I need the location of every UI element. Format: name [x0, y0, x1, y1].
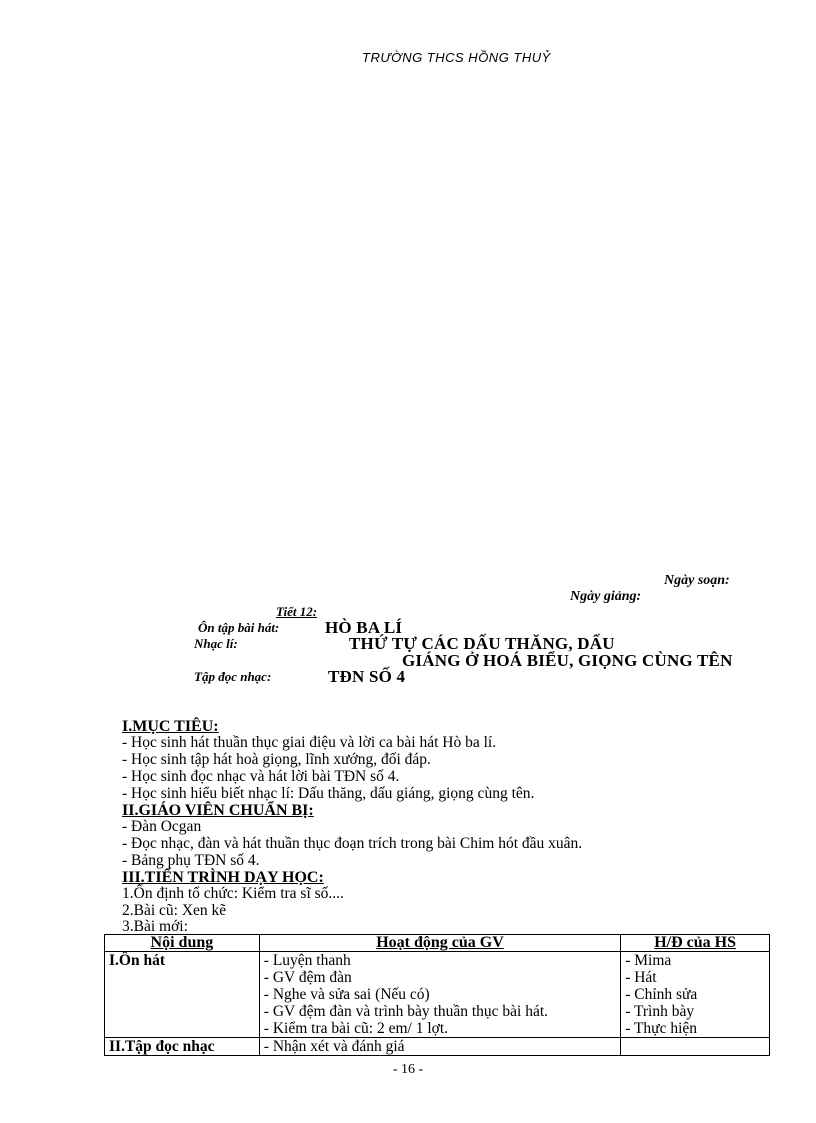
- page-number: - 16 -: [392, 1062, 424, 1077]
- student-activity-cell: [621, 952, 770, 1038]
- objective-item: - Học sinh tập hát hoà giọng, lĩnh xướng, đối đáp.: [122, 751, 431, 768]
- row-content-cell: [105, 952, 260, 1038]
- date-prepared-label: Ngày soạn:: [664, 573, 730, 588]
- period-label: Tiết 12:: [276, 604, 318, 619]
- teacher-activity-cell: [259, 952, 620, 1038]
- theory-title-line1: THỨ TỰ CÁC DẤU THĂNG, DẤU: [349, 634, 615, 653]
- theory-label: Nhạc lí:: [194, 636, 238, 651]
- column-header: Nội dung: [105, 935, 260, 952]
- table-row: [105, 952, 770, 1038]
- process-item: 2.Bài cũ: Xen kẽ: [122, 902, 227, 919]
- row-content-label: I.Ôn hát: [109, 952, 165, 969]
- preparation-item: - Bảng phụ TĐN số 4.: [122, 852, 260, 869]
- teacher-activity-item: - Nghe và sửa sai (Nếu có): [263, 986, 430, 1003]
- teacher-activity-item: - Luyện thanh: [263, 952, 351, 969]
- column-header: Hoạt động của GV: [259, 935, 620, 952]
- preparation-item: - Đàn Ocgan: [122, 818, 202, 835]
- student-activity-item: - Trình bày: [625, 1003, 695, 1020]
- objective-item: - Học sinh hiểu biết nhạc lí: Dấu thăng, dấu giáng, giọng cùng tên.: [122, 785, 535, 802]
- column-header: H/Đ của HS: [621, 935, 770, 952]
- student-activity-item: - Hát: [625, 969, 657, 986]
- theory-title-line2: GIÁNG Ở HOÁ BIỂU, GIỌNG CÙNG TÊN: [402, 651, 733, 670]
- preparation-item: - Đọc nhạc, đàn và hát thuần thục đoạn trích trong bài Chim hót đầu xuân.: [122, 835, 583, 852]
- school-header: TRƯỜNG THCS HỒNG THUỶ: [362, 50, 551, 65]
- objectives-title: I.MỤC TIÊU:: [122, 718, 219, 735]
- objective-item: - Học sinh hát thuần thục giai điệu và lời ca bài hát Hò ba lí.: [122, 734, 497, 751]
- review-label: Ôn tập bài hát:: [198, 620, 280, 635]
- student-activity-item: - Thực hiện: [625, 1020, 698, 1037]
- reading-label: Tập đọc nhạc:: [194, 669, 272, 684]
- process-item: 1.Ổn định tổ chức: Kiểm tra sĩ số....: [122, 885, 344, 902]
- teacher-activity-item: - Nhận xét và đánh giá: [263, 1038, 405, 1055]
- student-activity-item: - Chỉnh sửa: [625, 986, 698, 1003]
- objective-item: - Học sinh đọc nhạc và hát lời bài TĐN số 4.: [122, 768, 400, 785]
- teacher-activity-item: - GV đệm đàn: [263, 969, 352, 986]
- table-header-row: [105, 935, 770, 952]
- teacher-activity-item: - GV đệm đàn và trình bày thuần thục bài hát.: [263, 1003, 549, 1020]
- table-row: [105, 1038, 770, 1056]
- review-song-title: HÒ BA LÍ: [325, 618, 403, 637]
- row-content-label: II.Tập đọc nhạc: [109, 1038, 215, 1055]
- date-taught-label: Ngày giảng:: [570, 589, 642, 604]
- student-activity-item: - Mima: [625, 952, 672, 969]
- student-activity-cell: [621, 1038, 770, 1056]
- preparation-title: II.GIÁO VIÊN CHUẨN BỊ:: [122, 802, 314, 819]
- process-item: 3.Bài mới:: [122, 918, 188, 935]
- process-title: III.TIẾN TRÌNH DẠY HỌC:: [122, 869, 324, 886]
- lesson-plan-table: [104, 934, 770, 1056]
- row-content-cell: [105, 1038, 260, 1056]
- reading-value: TĐN SỐ 4: [328, 667, 406, 686]
- teacher-activity-item: - Kiểm tra bài cũ: 2 em/ 1 lợt.: [263, 1020, 449, 1037]
- teacher-activity-cell: [259, 1038, 620, 1056]
